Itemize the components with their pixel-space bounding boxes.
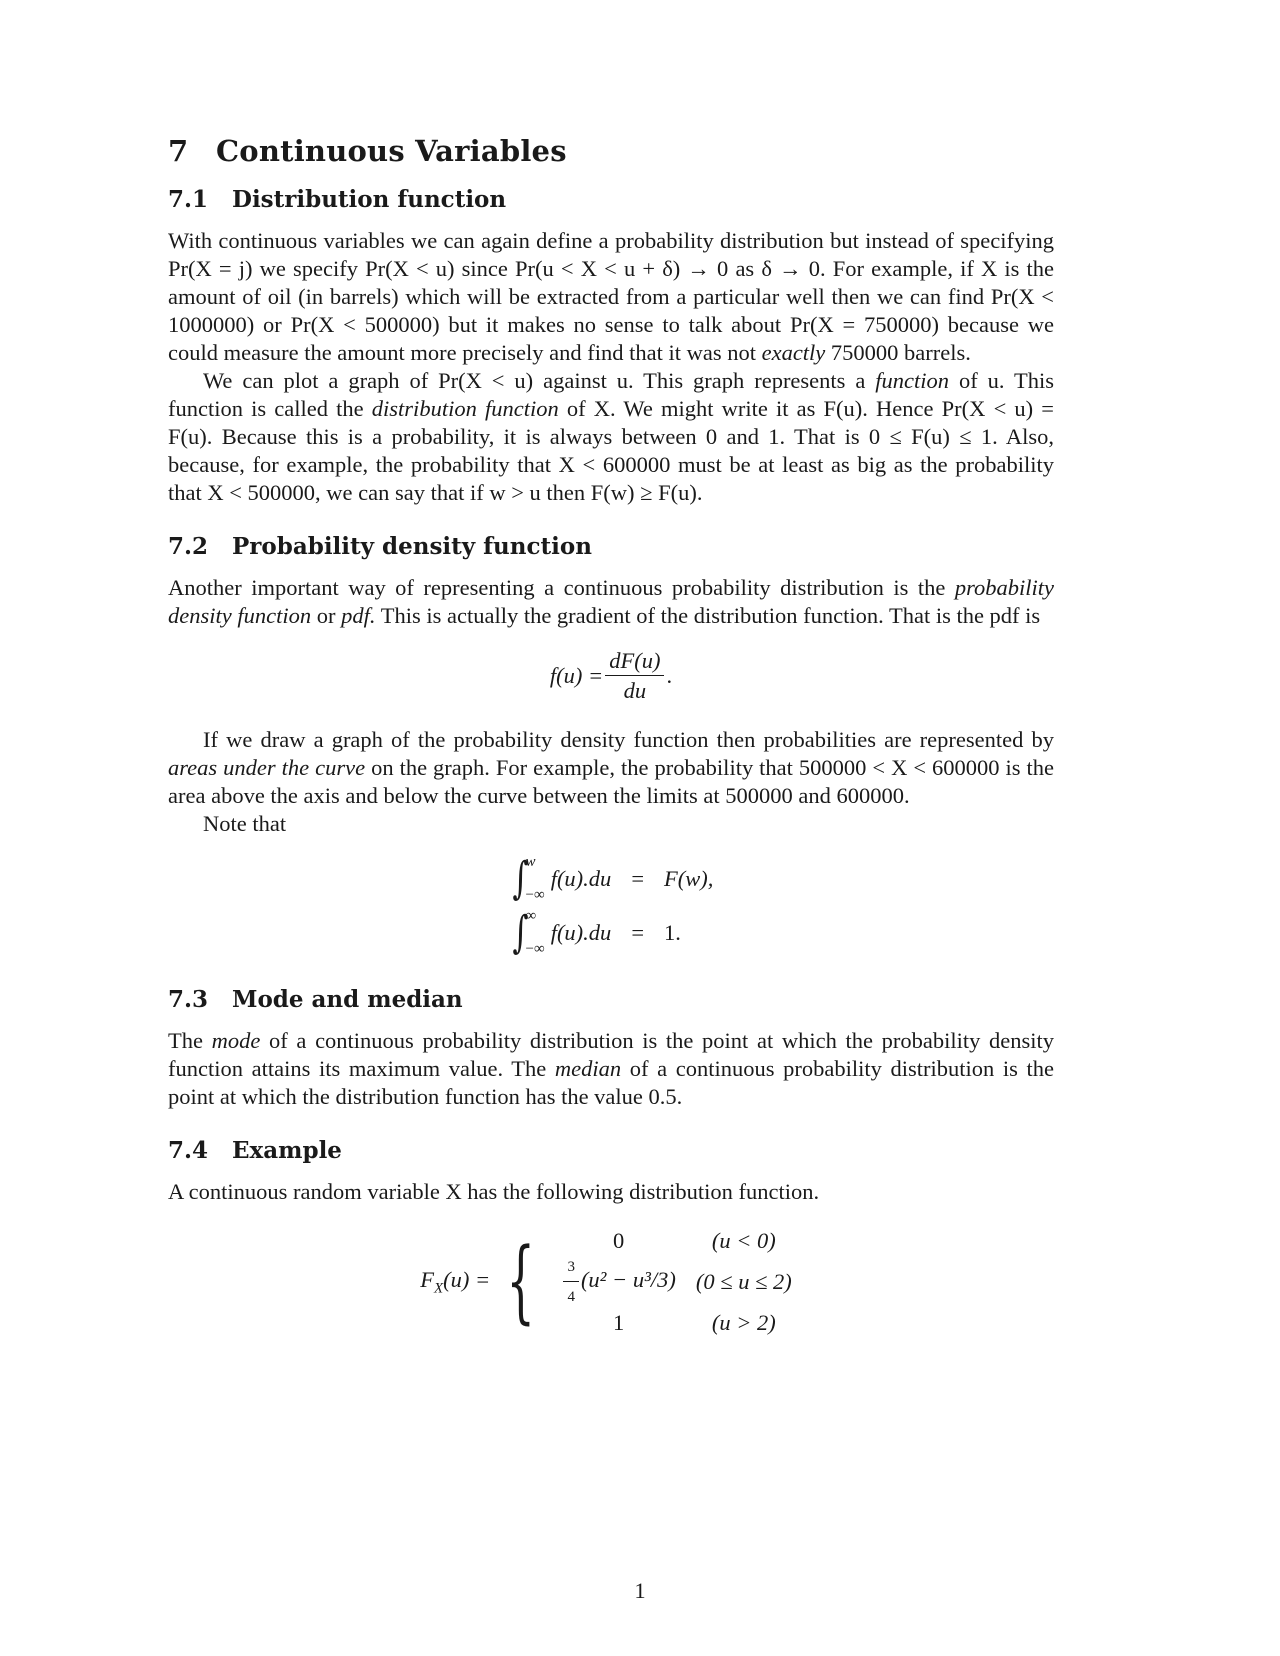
equals-sign: = xyxy=(631,920,645,945)
piecewise-lhs: $F_X(u)$ = xyxy=(420,1266,491,1297)
upper-limit: w xyxy=(525,854,536,870)
integrand: f(u).du xyxy=(550,866,612,891)
integral-equations xyxy=(499,852,724,960)
document-page xyxy=(168,124,1054,1362)
case-row xyxy=(551,1254,801,1310)
chapter-number: 7 xyxy=(168,134,189,168)
section-title: Distribution function xyxy=(232,186,507,213)
chapter-title: Continuous Variables xyxy=(216,134,567,168)
section-distribution-function xyxy=(168,186,1054,507)
paragraph: A continuous random variable X has the following distribution function. xyxy=(168,1179,820,1204)
integral-row xyxy=(499,906,724,960)
upper-limit: ∞ xyxy=(525,908,537,924)
section-mode-median xyxy=(168,986,1054,1111)
section-heading xyxy=(168,986,1054,1013)
integral-row xyxy=(499,852,724,906)
case-condition: (u > 2) xyxy=(711,1310,776,1335)
integral-sign-icon: ∫ xyxy=(512,853,529,904)
section-number: 7.4 xyxy=(168,1137,209,1164)
equals-sign: = xyxy=(631,866,645,891)
paragraph: We can plot a graph of Pr(X < u) against u. This graph represents a function of u. This function is called the distribution function of X. We might write it as F(u). Hence Pr(X < u) = F(u). Because this is a probability, it is always between 0 and 1. That is 0 ≤ F(u) ≤ 1. Also, because, for example, the probability that X < 600000 must be at least as big as the probability that X < 500000, we can say that if w > u then F(w) ≥ F(u). xyxy=(168,368,1054,505)
case-condition: (0 ≤ u ≤ 2) xyxy=(695,1269,792,1294)
equation-lhs: f(u) = xyxy=(549,663,604,688)
integral-rhs: 1. xyxy=(664,920,681,945)
equation-period: . xyxy=(666,663,673,688)
section-number: 7.1 xyxy=(168,186,209,213)
case-expression: 1 xyxy=(613,1310,625,1335)
integral xyxy=(509,908,612,958)
pdf-equation xyxy=(168,648,1054,704)
paragraph: Another important way of representing a continuous probability distribution is the probability density function or pdf. This is actually the gradient of the distribution function. That is the pdf is xyxy=(168,575,1054,628)
page-number: 1 xyxy=(634,1578,646,1603)
section-number: 7.2 xyxy=(168,533,209,560)
case-expression: 0 xyxy=(613,1228,625,1253)
section-title: Probability density function xyxy=(232,533,592,560)
lower-limit: −∞ xyxy=(525,887,545,903)
fraction-denominator: du xyxy=(623,678,647,703)
integral-rhs: F(w), xyxy=(664,866,714,891)
piecewise-equation xyxy=(168,1228,1054,1336)
integrand: f(u).du xyxy=(550,920,612,945)
section-heading xyxy=(168,1137,1054,1164)
paragraph: The mode of a continuous probability distribution is the point at which the probability density function attains its maximum value. The median of a continuous probability distribution is the point at which the distribution function has the value 0.5. xyxy=(168,1028,1055,1109)
section-example xyxy=(168,1137,1054,1336)
integral xyxy=(509,854,612,904)
chapter-heading xyxy=(168,134,1054,168)
fraction-numerator: dF(u) xyxy=(605,648,664,676)
section-heading xyxy=(168,186,1054,213)
integral-sign-icon: ∫ xyxy=(512,907,529,958)
case-row xyxy=(551,1310,801,1336)
lower-limit: −∞ xyxy=(525,941,545,957)
case-expression: $\frac{3}{4}$ (u² − u³/3) xyxy=(551,1254,685,1310)
paragraph: With continuous variables we can again define a probability distribution but instead of specifying Pr(X = j) we specify Pr(X < u) since Pr(u < X < u + δ) → 0 as δ → 0. For example, if X is the amount of oil (in barrels) which will be extracted from a particular well then we can find Pr(X < 1000000) or Pr(X < 500000) but it makes no sense to talk about Pr(X = 750000) because we could measure the amount more precisely and find that it was not exactly 750000 barrels. xyxy=(168,228,1054,365)
section-title: Example xyxy=(232,1137,342,1164)
section-heading xyxy=(168,533,1054,560)
left-brace-icon: { xyxy=(506,1229,536,1334)
section-title: Mode and median xyxy=(232,986,463,1013)
cases-table xyxy=(551,1228,801,1336)
section-pdf xyxy=(168,533,1054,960)
case-row xyxy=(551,1228,801,1254)
fraction xyxy=(605,648,664,704)
section-number: 7.3 xyxy=(168,986,209,1013)
case-condition: (u < 0) xyxy=(711,1228,776,1253)
paragraph: If we draw a graph of the probability density function then probabilities are represented by areas under the curve on the graph. For example, the probability that 500000 < X < 600000 is the area above the axis and below the curve between the limits at 500000 and 600000. xyxy=(168,727,1054,808)
paragraph: Note that xyxy=(203,811,287,836)
